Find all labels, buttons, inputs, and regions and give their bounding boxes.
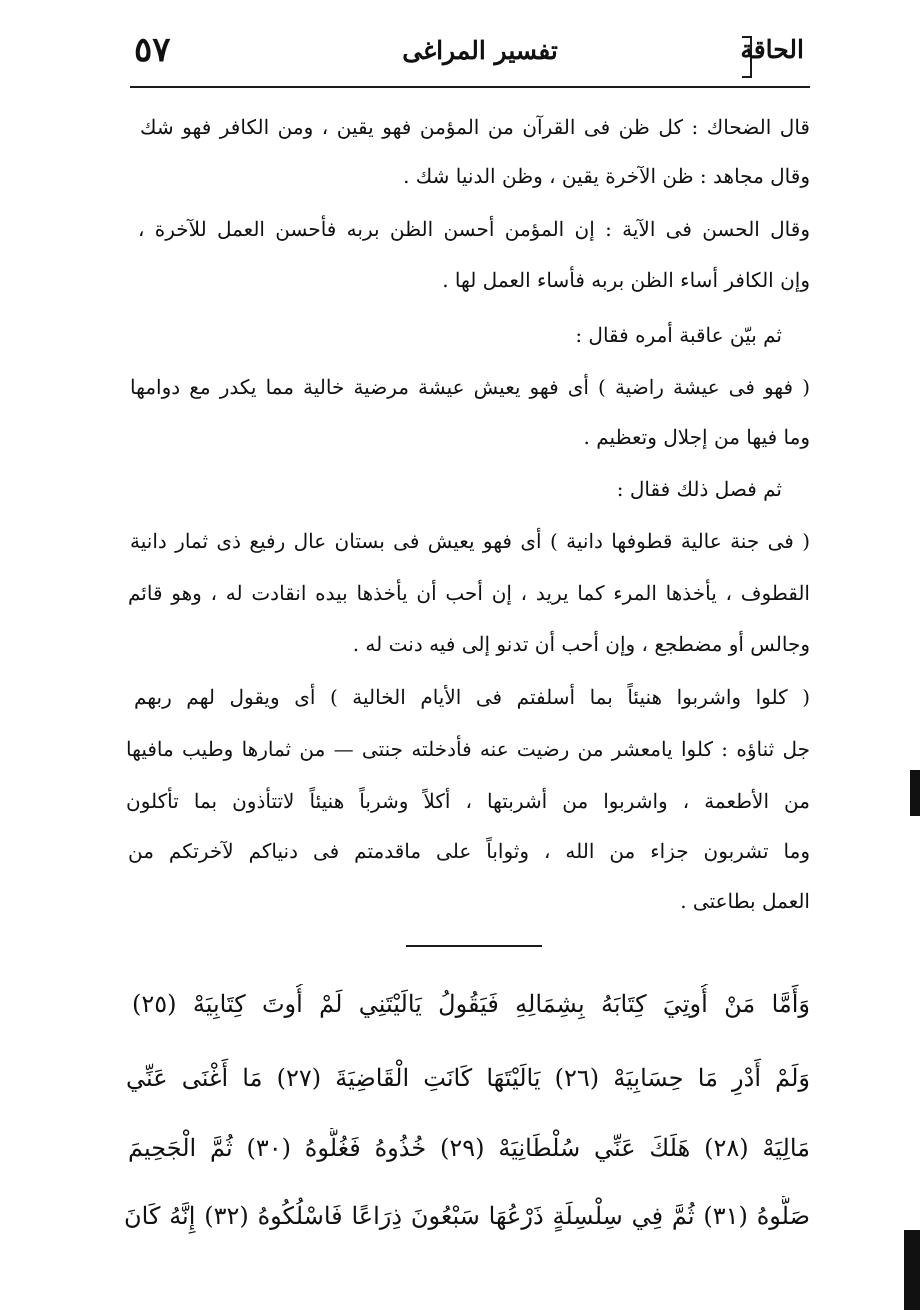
verse-line: وَأَمَّا مَنْ أُوتِيَ كِتَابَهُ بِشِمَالِهِ فَيَقُولُ يَالَيْتَنِي لَمْ أُوتَ كِتَابِيَهْ (٢٥) xyxy=(132,990,810,1018)
body-line: القطوف ، يأخذها المرء كما يريد ، إن أحب أن يأخذها بيده انقادت له ، وهو قائم xyxy=(128,581,810,605)
body-line: من الأطعمة ، واشربوا من أشربتها ، أكلاً وشرباً هنيئاً لاتتأذون بما تأكلون xyxy=(126,789,810,813)
body-line: وقال مجاهد : ظن الآخرة يقين ، وظن الدنيا شك . xyxy=(403,164,810,188)
page-number: ٥٧ xyxy=(134,30,171,70)
verse-line: مَالِيَهْ (٢٨) هَلَكَ عَنِّي سُلْطَانِيَهْ (٢٩) خُذُوهُ فَغُلُّوهُ (٣٠) ثُمَّ الْجَحِيمَ xyxy=(128,1134,810,1162)
body-line: جل ثناؤه : كلوا يامعشر من رضيت عنه فأدخلته جنتى — من ثمارها وطيب مافيها xyxy=(126,737,810,761)
scan-artifact xyxy=(904,1230,920,1310)
scan-artifact xyxy=(910,770,920,816)
body-line: وما فيها من إجلال وتعظيم . xyxy=(583,425,810,449)
body-line: ( فهو فى عيشة راضية ) أى فهو يعيش عيشة مرضية خالية مما يكدر مع دوامها xyxy=(130,375,810,399)
body-line: وإن الكافر أساء الظن بربه فأساء العمل لها . xyxy=(442,268,810,292)
body-line: العمل بطاعتى . xyxy=(680,889,810,913)
body-line: قال الضحاك : كل ظن فى القرآن من المؤمن فهو يقين ، ومن الكافر فهو شك xyxy=(140,115,810,139)
body-line: وما تشربون جزاء من الله ، وثواباً على ماقدمتم فى دنياكم لآخرتكم من xyxy=(128,839,810,863)
body-line: وقال الحسن فى الآية : إن المؤمن أحسن الظن بربه فأحسن العمل للآخرة ، xyxy=(138,217,810,241)
header-rule xyxy=(130,86,810,88)
chapter-name: الحاقة xyxy=(740,35,804,64)
verse-line: صَلُّوهُ (٣١) ثُمَّ فِي سِلْسِلَةٍ ذَرْعُهَا سَبْعُونَ ذِرَاعًا فَاسْلُكُوهُ (٣٢) إِنَّهُ كَانَ xyxy=(124,1202,810,1230)
section-separator xyxy=(406,945,542,947)
body-line: ( فى جنة عالية قطوفها دانية ) أى فهو يعيش فى بستان عال رفيع ذى ثمار دانية xyxy=(130,529,810,553)
verse-line: وَلَمْ أَدْرِ مَا حِسَابِيَهْ (٢٦) يَالَيْتَهَا كَانَتِ الْقَاضِيَةَ (٢٧) مَا أَغْنَى عَنِّي xyxy=(126,1064,810,1092)
running-title: تفسير المراغى xyxy=(402,36,558,65)
body-line: وجالس أو مضطجع ، وإن أحب أن تدنو إلى فيه دنت له . xyxy=(352,632,810,656)
body-line: ثم فصل ذلك فقال : xyxy=(616,477,782,501)
body-line: ثم بيّن عاقبة أمره فقال : xyxy=(575,323,782,347)
body-line: ( كلوا واشربوا هنيئاً بما أسلفتم فى الأيام الخالية ) أى ويقول لهم ربهم xyxy=(134,685,810,709)
